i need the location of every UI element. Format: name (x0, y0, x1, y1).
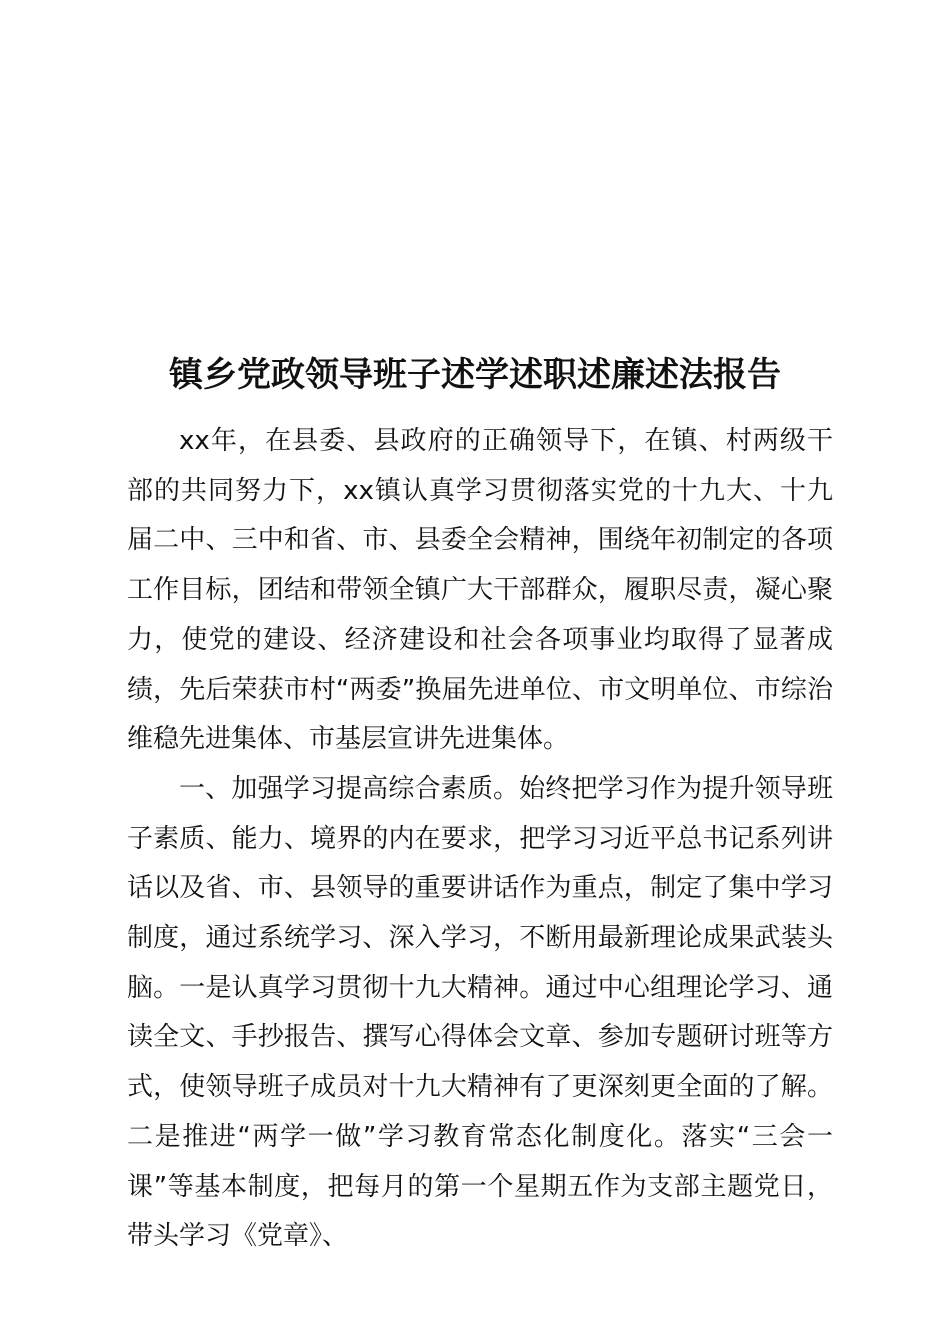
document-body (127, 417, 833, 1262)
document-title: 镇乡党政领导班子述学述职述廉述法报告 (169, 355, 781, 395)
paragraph-intro: xx年，在县委、县政府的正确领导下，在镇、村两级干部的共同努力下，xx镇认真学习贯彻落实党的十九大、十九届二中、三中和省、市、县委全会精神，围绕年初制定的各项工作目标，团结和带领全镇广大干部群众，履职尽责，凝心聚力，使党的建设、经济建设和社会各项事业均取得了显著成绩，先后荣获市村“两委”换届先进单位、市文明单位、市综治维稳先进集体、市基层宣讲先进集体。 (127, 426, 833, 755)
paragraph-section-one: 一、加强学习提高综合素质。始终把学习作为提升领导班子素质、能力、境界的内在要求，把学习习近平总书记系列讲话以及省、市、县领导的重要讲话作为重点，制定了集中学习制度，通过系统学习、深入学习，不断用最新理论成果武装头脑。一是认真学习贯彻十九大精神。通过中心组理论学习、通读全文、手抄报告、撰写心得体会文章、参加专题研讨班等方式，使领导班子成员对十九大精神有了更深刻更全面的了解。二是推进“两学一做”学习教育常态化制度化。落实“三会一课”等基本制度，把每月的第一个星期五作为支部主题党日，带头学习《党章》、 (127, 773, 833, 1252)
